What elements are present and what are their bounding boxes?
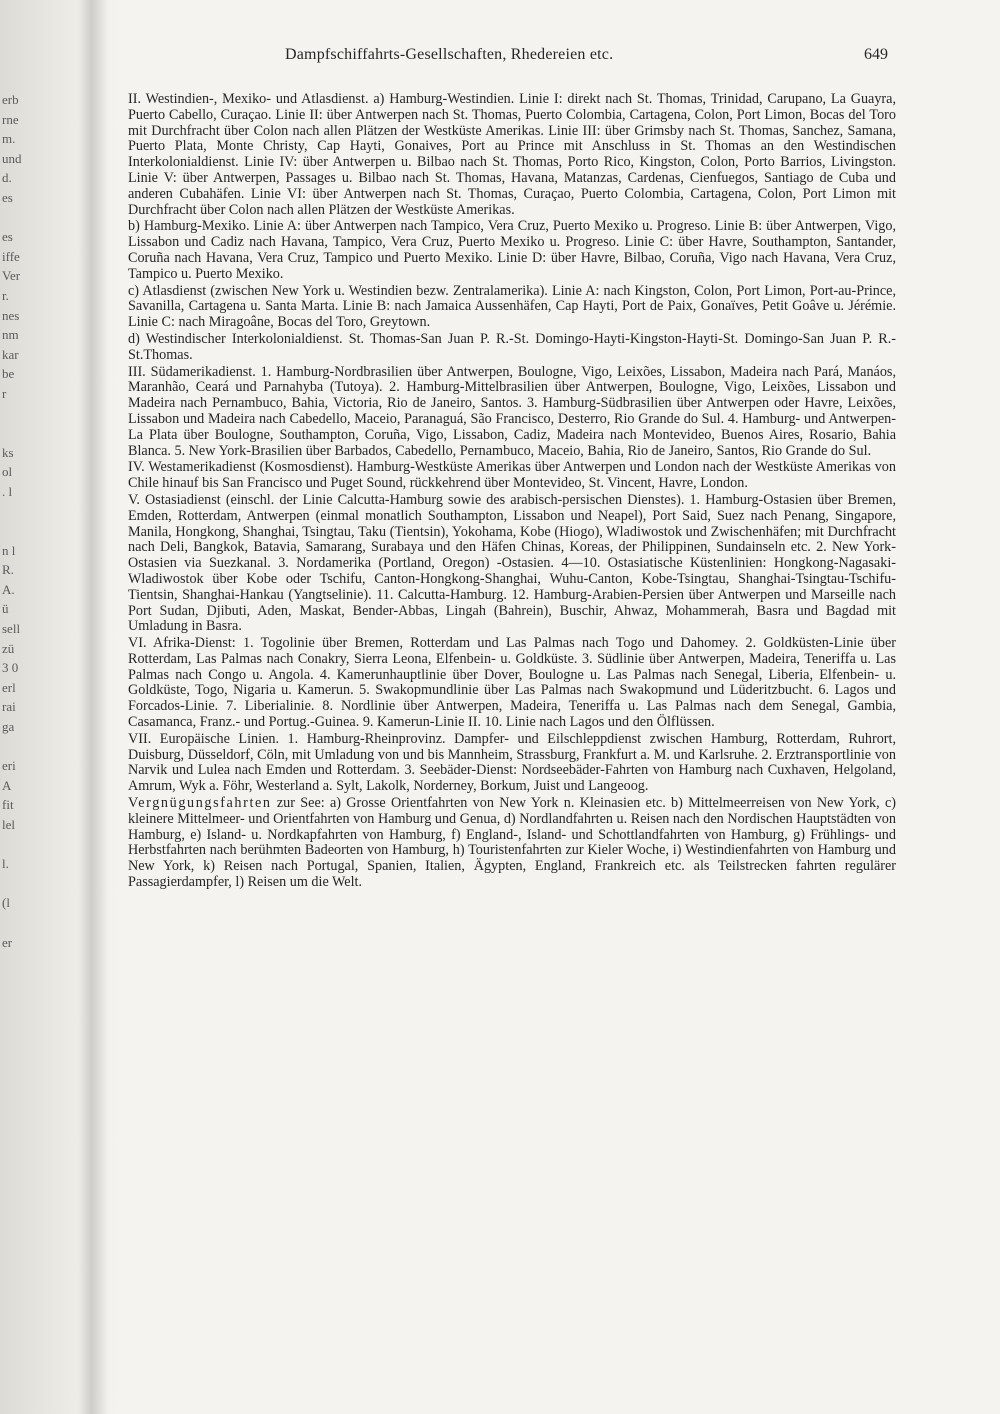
paragraph-mexiko: b) Hamburg-Mexiko. Linie A: über Antwerpen nach Tampico, Vera Cruz, Puerto Mexiko u. Progreso. Linie B: über Antwerpen, Vigo, Lissabon und Cadiz nach Havana, Tampico, Vera Cruz, Puerto Mexiko u. Progreso. Linie C: über Havre, Southampton, Santander, Coruña nach Havana, Vera Cruz, Tampico und Puerto Mexiko. Linie D: über Havre, Bilbao, Coruña, Vigo nach Havana, Vera Cruz, Tampico u. Puerto Mexiko. — [128, 218, 896, 282]
paragraph-ostasien: V. Ostasiadienst (einschl. der Linie Calcutta-Hamburg sowie des arabisch-persischen Dienstes). 1. Hamburg-Ostasien über Bremen, Emden, Rotterdam, Antwerpen (einmal monatlich Southampton, Lissabon und Neapel), Port Said, Suez nach Penang, Singapore, Manila, Hongkong, Shanghai, Tsingtau, Taku (Tientsin), Yokohama, Kobe (Hiogo), Wladiwostok und Zwischenhäfen; mit Durchfracht nach Deli, Bangkok, Batavia, Samarang, Surabaya und den Häfen Chinas, Koreas, der Philippinen, Sundainseln etc. 2. New York-Ostasien via Suezkanal. 3. Nordamerika (Portland, Oregon) -Ostasien. 4—10. Ostasiatische Küstenlinien: Hongkong-Nagasaki-Wladiwostok über Kobe oder Tschifu, Canton-Hongkong-Shanghai, Wuhu-Canton, Kobe-Tsingtau, Shanghai-Tsingtau-Tschifu-Tientsin, Shanghai-Hankau (Yangtselinie). 11. Calcutta-Hamburg. 12. Hamburg-Arabien-Persien über Antwerpen und Marseille nach Port Sudan, Djibuti, Aden, Maskat, Bender-Abbas, Lingah (Bahrein), Buschir, Ahwaz, Mohammerah, Basra und Bagdad mit Umladung in Basra. — [128, 491, 896, 635]
facing-page-fragments: erb rne m. und d. es es iffe Ver r. nes nm kar be r ks ol . l n l R. A. ü sell zü 3 0 erl rai ga eri A fit lel l. (l er — [2, 92, 22, 950]
paragraph-afrika: VI. Afrika-Dienst: 1. Togolinie über Bremen, Rotterdam und Las Palmas nach Togo und Dahomey. 2. Goldküsten-Linie über Rotterdam, Las Palmas nach Conakry, Sierra Leona, Elfenbein- u. Goldküste. 3. Südlinie über Antwerpen, Madeira, Teneriffa u. Las Palmas nach Congo u. Angola. 4. Kamerunhauptlinie über Dover, Boulogne u. Las Palmas nach Senegal, Liberia, Elfenbein- u. Goldküste, Togo, Nigaria u. Kamerun. 5. Swakopmundlinie über Las Palmas nach Swakopmund und Lüderitzbucht. 6. Lagos und Forcados-Linie. 7. Liberialinie. 8. Nordlinie über Antwerpen, Madeira, Teneriffa u. Las Palmas nach dem Senegal, Gambia, Casamanca, Franz.- und Portug.-Guinea. 9. Kamerun-Linie II. 10. Linie nach Lagos und den Ölflüssen. — [128, 635, 896, 731]
paragraph-vergnuegungsfahrten — [128, 796, 896, 891]
paragraph-text: zur See: a) Grosse Orientfahrten von New York n. Kleinasien etc. b) Mittelmeerreisen von New York, c) kleinere Mittelmeer- und Orientfahrten von Hamburg und Genua, d) Nordlandfahrten u. Reisen nach den Nordischen Hauptstädten von Hamburg, e) Island- u. Nordkapfahrten von Hamburg, f) England-, Island- und Schottlandfahrten von Hamburg, g) Frühlings- und Herbstfahrten nach berühmten Badeorten von Hamburg, h) Touristenfahrten zur Kieler Woche, i) Westindienfahrten von Hamburg und New York, k) Reisen nach Portugal, Spanien, Italien, Ägypten, England, Frankreich etc. als Teilstrecken fahrten regulärer Passagierdampfer, l) Reisen um die Welt. — [128, 795, 896, 891]
paragraph-interkolonial: d) Westindischer Interkolonialdienst. St. Thomas-San Juan P. R.-St. Domingo-Hayti-Kingston-Hayti-St. Domingo-San Juan P. R.-St.Thomas. — [128, 330, 896, 363]
main-text — [128, 92, 896, 892]
page-number: 649 — [864, 46, 888, 63]
paragraph-europa: VII. Europäische Linien. 1. Hamburg-Rheinprovinz. Dampfer- und Eilschleppdienst zwischen Hamburg, Rotterdam, Ruhrort, Duisburg, Düsseldorf, Cöln, mit Umladung von und bis Mannheim, Strassburg, Frankfurt a. M. und Karlsruhe. 2. Erztransportlinie von Narvik und Lulea nach Emden und Rotterdam. 3. Seebäder-Dienst: Nordseebäder-Fahrten von Hamburg nach Cuxhaven, Helgoland, Amrum, Wyk a. Föhr, Westerland a. Sylt, Lakolk, Norderney, Borkum, Juist und Langeoog. — [128, 730, 896, 795]
paragraph-westamerika: IV. Westamerikadienst (Kosmosdienst). Hamburg-Westküste Amerikas über Antwerpen und London nach der Westküste Amerikas von Chile hinauf bis San Francisco und Puget Sound, rückkehrend über Montevideo, St. Vincent, Havre, London. — [128, 459, 896, 492]
running-header: Dampfschiffahrts-Gesellschaften, Rhedereien etc. — [285, 46, 614, 63]
spaced-heading: Vergnügungsfahrten — [128, 795, 272, 812]
paragraph-westindien: II. Westindien-, Mexiko- und Atlasdienst. a) Hamburg-Westindien. Linie I: direkt nach St. Thomas, Trinidad, Carupano, La Guayra, Puerto Cabello, Curaçao. Linie II: über Antwerpen nach St. Thomas, Puerto Colombia, Cartagena, Colon, Port Limon, Bocas del Toro mit Durchfracht über Colon nach allen Plätzen der Westküste Amerikas. Linie III: über Grimsby nach St. Thomas, Sanchez, Samana, Puerto Plata, Monte Christy, Cap Hayti, Gonaives, Port au Prince mit Anschluss in St. Thomas an den Westindischen Interkolonialdienst. Linie IV: über Antwerpen u. Bilbao nach St. Thomas, Porto Rico, Kingston, Colon, Porto Barrios, Livingston. Linie V: über Antwerpen, Passages u. Bilbao nach St. Thomas, Havana, Matanzas, Cardenas, Cienfuegos, Santiago de Cuba und anderen Cubahäfen. Linie VI: über Antwerpen nach St. Thomas, Curaçao, Puerto Colombia, Cartagena, Colon, Port Limon mit Durchfracht über Colon nach allen Plätzen der Westküste Amerikas. — [128, 91, 896, 218]
binding-shadow — [78, 0, 108, 1414]
paragraph-atlasdienst: c) Atlasdienst (zwischen New York u. Westindien bezw. Zentralamerika). Linie A: nach Kingston, Colon, Port Limon, Port-au-Prince, Savanilla, Cartagena u. Santa Marta. Linie B: nach Jamaica Aussenhäfen, Cap Hayti, Port de Paix, Gonaïves, Petit Goâve u. Jérémie. Linie C: nach Miragoâne, Bocas del Toro, Greytown. — [128, 282, 896, 331]
paragraph-suedamerika: III. Südamerikadienst. 1. Hamburg-Nordbrasilien über Antwerpen, Boulogne, Vigo, Leixões, Lissabon, Madeira nach Pará, Manáos, Maranhão, Ceará und Parnahyba (Tutoya). 2. Hamburg-Mittelbrasilien über Antwerpen, Boulogne, Vigo, Leixões, Lissabon und Madeira nach Pernambuco, Bahia, Victoria, Rio de Janeiro, Santos. 3. Hamburg-Südbrasilien über Antwerpen oder Havre, Leixões, Lissabon und Madeira nach Cabedello, Maceio, Paranaguá, São Francisco, Desterro, Rio Grande do Sul. 4. Hamburg- und Antwerpen-La Plata über Boulogne, Southampton, Coruña, Vigo, Lissabon, Cadiz, Madeira nach Montevideo, Buenos Aires, Rosario, Bahia Blanca. 5. New York-Brasilien über Barbados, Cabedello, Pernambuco, Maceio, Bahia, Rio de Janeiro, Santos, Rio Grande do Sul. — [128, 363, 896, 459]
